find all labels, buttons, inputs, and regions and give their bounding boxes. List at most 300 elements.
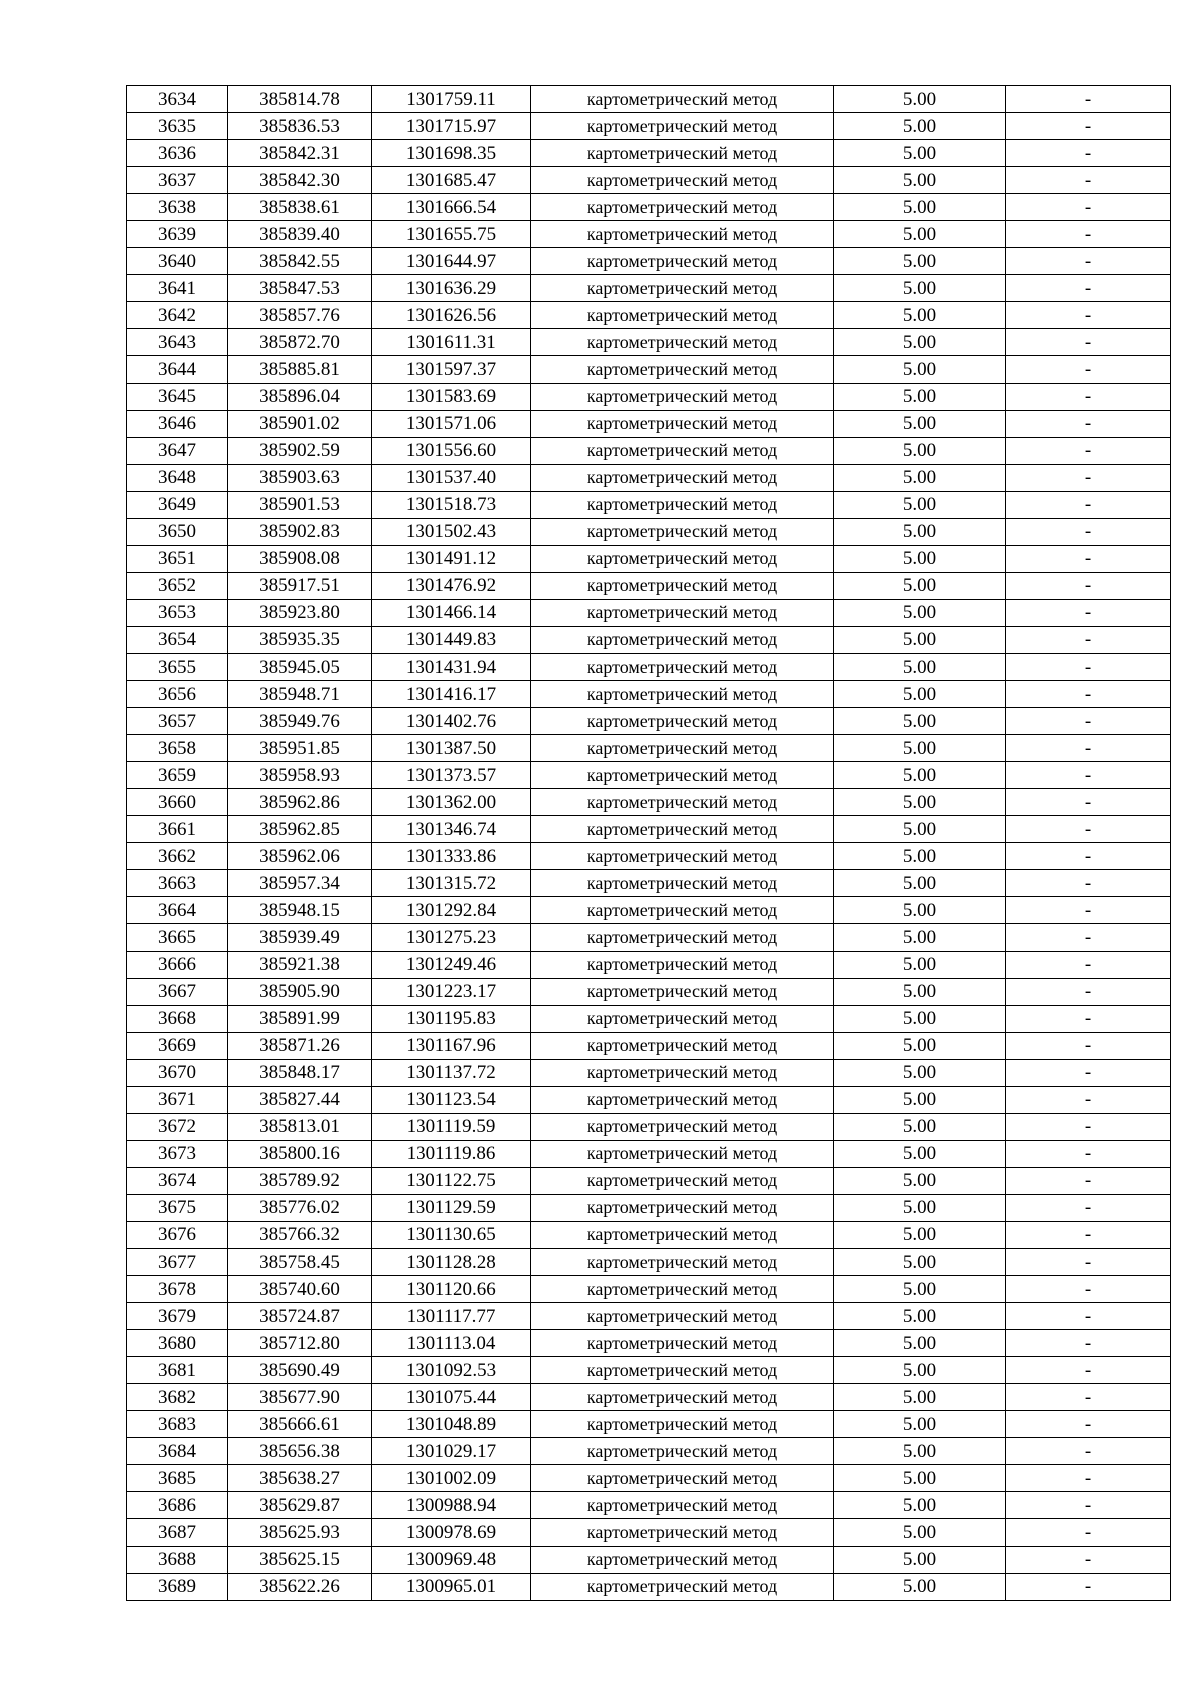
point-number-cell: 3635 — [127, 113, 228, 140]
table-row — [127, 464, 1171, 491]
point-number-cell: 3651 — [127, 545, 228, 572]
x-coordinate-cell: 385903.63 — [228, 464, 372, 491]
point-number-cell: 3672 — [127, 1113, 228, 1140]
accuracy-cell: 5.00 — [834, 221, 1006, 248]
x-coordinate-cell: 385945.05 — [228, 653, 372, 680]
table-row — [127, 1546, 1171, 1573]
point-number-cell: 3677 — [127, 1249, 228, 1276]
description-cell: - — [1006, 140, 1171, 167]
method-cell: картометрический метод — [531, 86, 834, 113]
x-coordinate-cell: 385949.76 — [228, 708, 372, 735]
method-cell: картометрический метод — [531, 789, 834, 816]
accuracy-cell: 5.00 — [834, 1059, 1006, 1086]
y-coordinate-cell: 1301759.11 — [372, 86, 531, 113]
x-coordinate-cell: 385724.87 — [228, 1303, 372, 1330]
x-coordinate-cell: 385872.70 — [228, 329, 372, 356]
y-coordinate-cell: 1301119.59 — [372, 1113, 531, 1140]
y-coordinate-cell: 1301333.86 — [372, 843, 531, 870]
y-coordinate-cell: 1301075.44 — [372, 1384, 531, 1411]
x-coordinate-cell: 385948.15 — [228, 897, 372, 924]
accuracy-cell: 5.00 — [834, 1005, 1006, 1032]
method-cell: картометрический метод — [531, 1113, 834, 1140]
table-row — [127, 626, 1171, 653]
table-row — [127, 572, 1171, 599]
y-coordinate-cell: 1301655.75 — [372, 221, 531, 248]
description-cell: - — [1006, 1465, 1171, 1492]
x-coordinate-cell: 385848.17 — [228, 1059, 372, 1086]
table-row — [127, 113, 1171, 140]
method-cell: картометрический метод — [531, 545, 834, 572]
x-coordinate-cell: 385638.27 — [228, 1465, 372, 1492]
y-coordinate-cell: 1301137.72 — [372, 1059, 531, 1086]
y-coordinate-cell: 1301275.23 — [372, 924, 531, 951]
accuracy-cell: 5.00 — [834, 1438, 1006, 1465]
description-cell: - — [1006, 572, 1171, 599]
description-cell: - — [1006, 599, 1171, 626]
method-cell: картометрический метод — [531, 1221, 834, 1248]
description-cell: - — [1006, 1059, 1171, 1086]
accuracy-cell: 5.00 — [834, 1357, 1006, 1384]
x-coordinate-cell: 385814.78 — [228, 86, 372, 113]
point-number-cell: 3640 — [127, 248, 228, 275]
accuracy-cell: 5.00 — [834, 681, 1006, 708]
y-coordinate-cell: 1301048.89 — [372, 1411, 531, 1438]
method-cell: картометрический метод — [531, 1249, 834, 1276]
x-coordinate-cell: 385827.44 — [228, 1086, 372, 1113]
description-cell: - — [1006, 518, 1171, 545]
x-coordinate-cell: 385677.90 — [228, 1384, 372, 1411]
point-number-cell: 3641 — [127, 275, 228, 302]
method-cell: картометрический метод — [531, 491, 834, 518]
accuracy-cell: 5.00 — [834, 1167, 1006, 1194]
accuracy-cell: 5.00 — [834, 410, 1006, 437]
x-coordinate-cell: 385902.83 — [228, 518, 372, 545]
point-number-cell: 3636 — [127, 140, 228, 167]
point-number-cell: 3680 — [127, 1330, 228, 1357]
y-coordinate-cell: 1300988.94 — [372, 1492, 531, 1519]
x-coordinate-cell: 385656.38 — [228, 1438, 372, 1465]
method-cell: картометрический метод — [531, 329, 834, 356]
description-cell: - — [1006, 1519, 1171, 1546]
description-cell: - — [1006, 1546, 1171, 1573]
description-cell: - — [1006, 789, 1171, 816]
y-coordinate-cell: 1301113.04 — [372, 1330, 531, 1357]
point-number-cell: 3670 — [127, 1059, 228, 1086]
point-number-cell: 3652 — [127, 572, 228, 599]
x-coordinate-cell: 385923.80 — [228, 599, 372, 626]
y-coordinate-cell: 1301119.86 — [372, 1140, 531, 1167]
table-row — [127, 1357, 1171, 1384]
method-cell: картометрический метод — [531, 653, 834, 680]
x-coordinate-cell: 385908.08 — [228, 545, 372, 572]
table-row — [127, 1465, 1171, 1492]
x-coordinate-cell: 385948.71 — [228, 681, 372, 708]
y-coordinate-cell: 1301491.12 — [372, 545, 531, 572]
description-cell: - — [1006, 437, 1171, 464]
description-cell: - — [1006, 735, 1171, 762]
method-cell: картометрический метод — [531, 1573, 834, 1600]
point-number-cell: 3655 — [127, 653, 228, 680]
point-number-cell: 3644 — [127, 356, 228, 383]
y-coordinate-cell: 1301167.96 — [372, 1032, 531, 1059]
accuracy-cell: 5.00 — [834, 924, 1006, 951]
method-cell: картометрический метод — [531, 1194, 834, 1221]
description-cell: - — [1006, 897, 1171, 924]
method-cell: картометрический метод — [531, 113, 834, 140]
method-cell: картометрический метод — [531, 708, 834, 735]
x-coordinate-cell: 385712.80 — [228, 1330, 372, 1357]
table-row — [127, 1059, 1171, 1086]
method-cell: картометрический метод — [531, 1411, 834, 1438]
method-cell: картометрический метод — [531, 1086, 834, 1113]
x-coordinate-cell: 385813.01 — [228, 1113, 372, 1140]
method-cell: картометрический метод — [531, 1438, 834, 1465]
accuracy-cell: 5.00 — [834, 1492, 1006, 1519]
accuracy-cell: 5.00 — [834, 978, 1006, 1005]
description-cell: - — [1006, 329, 1171, 356]
method-cell: картометрический метод — [531, 599, 834, 626]
x-coordinate-cell: 385842.55 — [228, 248, 372, 275]
y-coordinate-cell: 1301195.83 — [372, 1005, 531, 1032]
table-row — [127, 194, 1171, 221]
method-cell: картометрический метод — [531, 735, 834, 762]
description-cell: - — [1006, 356, 1171, 383]
method-cell: картометрический метод — [531, 1032, 834, 1059]
y-coordinate-cell: 1301315.72 — [372, 870, 531, 897]
accuracy-cell: 5.00 — [834, 897, 1006, 924]
method-cell: картометрический метод — [531, 870, 834, 897]
x-coordinate-cell: 385847.53 — [228, 275, 372, 302]
x-coordinate-cell: 385905.90 — [228, 978, 372, 1005]
x-coordinate-cell: 385962.86 — [228, 789, 372, 816]
accuracy-cell: 5.00 — [834, 545, 1006, 572]
y-coordinate-cell: 1301537.40 — [372, 464, 531, 491]
accuracy-cell: 5.00 — [834, 1249, 1006, 1276]
accuracy-cell: 5.00 — [834, 735, 1006, 762]
table-row — [127, 1140, 1171, 1167]
point-number-cell: 3653 — [127, 599, 228, 626]
y-coordinate-cell: 1301466.14 — [372, 599, 531, 626]
y-coordinate-cell: 1301402.76 — [372, 708, 531, 735]
accuracy-cell: 5.00 — [834, 1519, 1006, 1546]
accuracy-cell: 5.00 — [834, 1221, 1006, 1248]
table-row — [127, 140, 1171, 167]
point-number-cell: 3638 — [127, 194, 228, 221]
x-coordinate-cell: 385625.93 — [228, 1519, 372, 1546]
accuracy-cell: 5.00 — [834, 302, 1006, 329]
point-number-cell: 3656 — [127, 681, 228, 708]
y-coordinate-cell: 1300969.48 — [372, 1546, 531, 1573]
table-row — [127, 1249, 1171, 1276]
x-coordinate-cell: 385891.99 — [228, 1005, 372, 1032]
method-cell: картометрический метод — [531, 437, 834, 464]
accuracy-cell: 5.00 — [834, 1303, 1006, 1330]
description-cell: - — [1006, 1167, 1171, 1194]
point-number-cell: 3658 — [127, 735, 228, 762]
method-cell: картометрический метод — [531, 924, 834, 951]
point-number-cell: 3648 — [127, 464, 228, 491]
x-coordinate-cell: 385958.93 — [228, 762, 372, 789]
point-number-cell: 3688 — [127, 1546, 228, 1573]
method-cell: картометрический метод — [531, 1465, 834, 1492]
x-coordinate-cell: 385842.30 — [228, 167, 372, 194]
x-coordinate-cell: 385901.53 — [228, 491, 372, 518]
y-coordinate-cell: 1301130.65 — [372, 1221, 531, 1248]
x-coordinate-cell: 385902.59 — [228, 437, 372, 464]
point-number-cell: 3646 — [127, 410, 228, 437]
x-coordinate-cell: 385896.04 — [228, 383, 372, 410]
method-cell: картометрический метод — [531, 816, 834, 843]
description-cell: - — [1006, 1303, 1171, 1330]
table-row — [127, 1573, 1171, 1600]
y-coordinate-cell: 1301597.37 — [372, 356, 531, 383]
method-cell: картометрический метод — [531, 464, 834, 491]
accuracy-cell: 5.00 — [834, 86, 1006, 113]
method-cell: картометрический метод — [531, 897, 834, 924]
point-number-cell: 3669 — [127, 1032, 228, 1059]
table-row — [127, 356, 1171, 383]
table-row — [127, 789, 1171, 816]
x-coordinate-cell: 385917.51 — [228, 572, 372, 599]
point-number-cell: 3665 — [127, 924, 228, 951]
method-cell: картометрический метод — [531, 383, 834, 410]
table-row — [127, 1330, 1171, 1357]
method-cell: картометрический метод — [531, 978, 834, 1005]
point-number-cell: 3671 — [127, 1086, 228, 1113]
accuracy-cell: 5.00 — [834, 167, 1006, 194]
x-coordinate-cell: 385666.61 — [228, 1411, 372, 1438]
point-number-cell: 3663 — [127, 870, 228, 897]
y-coordinate-cell: 1301431.94 — [372, 653, 531, 680]
x-coordinate-cell: 385935.35 — [228, 626, 372, 653]
x-coordinate-cell: 385857.76 — [228, 302, 372, 329]
accuracy-cell: 5.00 — [834, 626, 1006, 653]
y-coordinate-cell: 1301362.00 — [372, 789, 531, 816]
point-number-cell: 3675 — [127, 1194, 228, 1221]
y-coordinate-cell: 1301129.59 — [372, 1194, 531, 1221]
method-cell: картометрический метод — [531, 1303, 834, 1330]
x-coordinate-cell: 385885.81 — [228, 356, 372, 383]
x-coordinate-cell: 385690.49 — [228, 1357, 372, 1384]
point-number-cell: 3642 — [127, 302, 228, 329]
x-coordinate-cell: 385901.02 — [228, 410, 372, 437]
table-row — [127, 1194, 1171, 1221]
description-cell: - — [1006, 1330, 1171, 1357]
method-cell: картометрический метод — [531, 275, 834, 302]
table-row — [127, 248, 1171, 275]
point-number-cell: 3649 — [127, 491, 228, 518]
accuracy-cell: 5.00 — [834, 518, 1006, 545]
description-cell: - — [1006, 1492, 1171, 1519]
accuracy-cell: 5.00 — [834, 816, 1006, 843]
x-coordinate-cell: 385839.40 — [228, 221, 372, 248]
x-coordinate-cell: 385962.06 — [228, 843, 372, 870]
y-coordinate-cell: 1301476.92 — [372, 572, 531, 599]
method-cell: картометрический метод — [531, 1059, 834, 1086]
coordinates-table-body — [127, 86, 1171, 1601]
method-cell: картометрический метод — [531, 1384, 834, 1411]
accuracy-cell: 5.00 — [834, 1465, 1006, 1492]
method-cell: картометрический метод — [531, 951, 834, 978]
x-coordinate-cell: 385789.92 — [228, 1167, 372, 1194]
coordinates-table — [126, 85, 1171, 1601]
method-cell: картометрический метод — [531, 1005, 834, 1032]
table-row — [127, 437, 1171, 464]
x-coordinate-cell: 385758.45 — [228, 1249, 372, 1276]
description-cell: - — [1006, 1249, 1171, 1276]
method-cell: картометрический метод — [531, 1357, 834, 1384]
description-cell: - — [1006, 302, 1171, 329]
y-coordinate-cell: 1301120.66 — [372, 1276, 531, 1303]
point-number-cell: 3637 — [127, 167, 228, 194]
method-cell: картометрический метод — [531, 1546, 834, 1573]
table-row — [127, 518, 1171, 545]
table-row — [127, 951, 1171, 978]
y-coordinate-cell: 1301128.28 — [372, 1249, 531, 1276]
y-coordinate-cell: 1301518.73 — [372, 491, 531, 518]
accuracy-cell: 5.00 — [834, 1194, 1006, 1221]
y-coordinate-cell: 1301122.75 — [372, 1167, 531, 1194]
table-row — [127, 1221, 1171, 1248]
table-row — [127, 1303, 1171, 1330]
accuracy-cell: 5.00 — [834, 383, 1006, 410]
description-cell: - — [1006, 1221, 1171, 1248]
point-number-cell: 3634 — [127, 86, 228, 113]
point-number-cell: 3664 — [127, 897, 228, 924]
point-number-cell: 3650 — [127, 518, 228, 545]
point-number-cell: 3684 — [127, 1438, 228, 1465]
description-cell: - — [1006, 626, 1171, 653]
point-number-cell: 3654 — [127, 626, 228, 653]
point-number-cell: 3659 — [127, 762, 228, 789]
description-cell: - — [1006, 816, 1171, 843]
table-row — [127, 1276, 1171, 1303]
description-cell: - — [1006, 221, 1171, 248]
point-number-cell: 3667 — [127, 978, 228, 1005]
point-number-cell: 3645 — [127, 383, 228, 410]
method-cell: картометрический метод — [531, 1492, 834, 1519]
method-cell: картометрический метод — [531, 1519, 834, 1546]
y-coordinate-cell: 1301292.84 — [372, 897, 531, 924]
table-row — [127, 1167, 1171, 1194]
table-row — [127, 167, 1171, 194]
point-number-cell: 3679 — [127, 1303, 228, 1330]
description-cell: - — [1006, 1194, 1171, 1221]
x-coordinate-cell: 385921.38 — [228, 951, 372, 978]
x-coordinate-cell: 385776.02 — [228, 1194, 372, 1221]
description-cell: - — [1006, 491, 1171, 518]
x-coordinate-cell: 385871.26 — [228, 1032, 372, 1059]
table-row — [127, 86, 1171, 113]
point-number-cell: 3639 — [127, 221, 228, 248]
description-cell: - — [1006, 978, 1171, 1005]
point-number-cell: 3687 — [127, 1519, 228, 1546]
accuracy-cell: 5.00 — [834, 329, 1006, 356]
y-coordinate-cell: 1301666.54 — [372, 194, 531, 221]
accuracy-cell: 5.00 — [834, 572, 1006, 599]
table-row — [127, 491, 1171, 518]
point-number-cell: 3682 — [127, 1384, 228, 1411]
x-coordinate-cell: 385629.87 — [228, 1492, 372, 1519]
y-coordinate-cell: 1301223.17 — [372, 978, 531, 1005]
table-row — [127, 1086, 1171, 1113]
table-row — [127, 843, 1171, 870]
description-cell: - — [1006, 1032, 1171, 1059]
description-cell: - — [1006, 275, 1171, 302]
method-cell: картометрический метод — [531, 626, 834, 653]
method-cell: картометрический метод — [531, 410, 834, 437]
description-cell: - — [1006, 1005, 1171, 1032]
accuracy-cell: 5.00 — [834, 356, 1006, 383]
y-coordinate-cell: 1301416.17 — [372, 681, 531, 708]
table-row — [127, 545, 1171, 572]
x-coordinate-cell: 385962.85 — [228, 816, 372, 843]
table-row — [127, 1032, 1171, 1059]
table-row — [127, 762, 1171, 789]
description-cell: - — [1006, 1113, 1171, 1140]
table-row — [127, 329, 1171, 356]
description-cell: - — [1006, 1276, 1171, 1303]
table-row — [127, 1492, 1171, 1519]
y-coordinate-cell: 1300978.69 — [372, 1519, 531, 1546]
point-number-cell: 3661 — [127, 816, 228, 843]
table-row — [127, 1113, 1171, 1140]
x-coordinate-cell: 385842.31 — [228, 140, 372, 167]
method-cell: картометрический метод — [531, 1167, 834, 1194]
x-coordinate-cell: 385951.85 — [228, 735, 372, 762]
method-cell: картометрический метод — [531, 1140, 834, 1167]
x-coordinate-cell: 385625.15 — [228, 1546, 372, 1573]
description-cell: - — [1006, 464, 1171, 491]
accuracy-cell: 5.00 — [834, 708, 1006, 735]
accuracy-cell: 5.00 — [834, 1032, 1006, 1059]
y-coordinate-cell: 1301387.50 — [372, 735, 531, 762]
table-row — [127, 1384, 1171, 1411]
x-coordinate-cell: 385622.26 — [228, 1573, 372, 1600]
y-coordinate-cell: 1301636.29 — [372, 275, 531, 302]
table-row — [127, 599, 1171, 626]
method-cell: картометрический метод — [531, 194, 834, 221]
method-cell: картометрический метод — [531, 1330, 834, 1357]
point-number-cell: 3666 — [127, 951, 228, 978]
description-cell: - — [1006, 1384, 1171, 1411]
method-cell: картометрический метод — [531, 221, 834, 248]
accuracy-cell: 5.00 — [834, 1113, 1006, 1140]
point-number-cell: 3660 — [127, 789, 228, 816]
description-cell: - — [1006, 924, 1171, 951]
method-cell: картометрический метод — [531, 140, 834, 167]
description-cell: - — [1006, 1357, 1171, 1384]
description-cell: - — [1006, 653, 1171, 680]
y-coordinate-cell: 1301502.43 — [372, 518, 531, 545]
method-cell: картометрический метод — [531, 518, 834, 545]
x-coordinate-cell: 385766.32 — [228, 1221, 372, 1248]
table-row — [127, 1005, 1171, 1032]
accuracy-cell: 5.00 — [834, 843, 1006, 870]
accuracy-cell: 5.00 — [834, 437, 1006, 464]
accuracy-cell: 5.00 — [834, 870, 1006, 897]
description-cell: - — [1006, 248, 1171, 275]
table-row — [127, 1519, 1171, 1546]
point-number-cell: 3643 — [127, 329, 228, 356]
y-coordinate-cell: 1300965.01 — [372, 1573, 531, 1600]
point-number-cell: 3647 — [127, 437, 228, 464]
method-cell: картометрический метод — [531, 572, 834, 599]
accuracy-cell: 5.00 — [834, 1411, 1006, 1438]
table-row — [127, 221, 1171, 248]
accuracy-cell: 5.00 — [834, 789, 1006, 816]
accuracy-cell: 5.00 — [834, 1330, 1006, 1357]
